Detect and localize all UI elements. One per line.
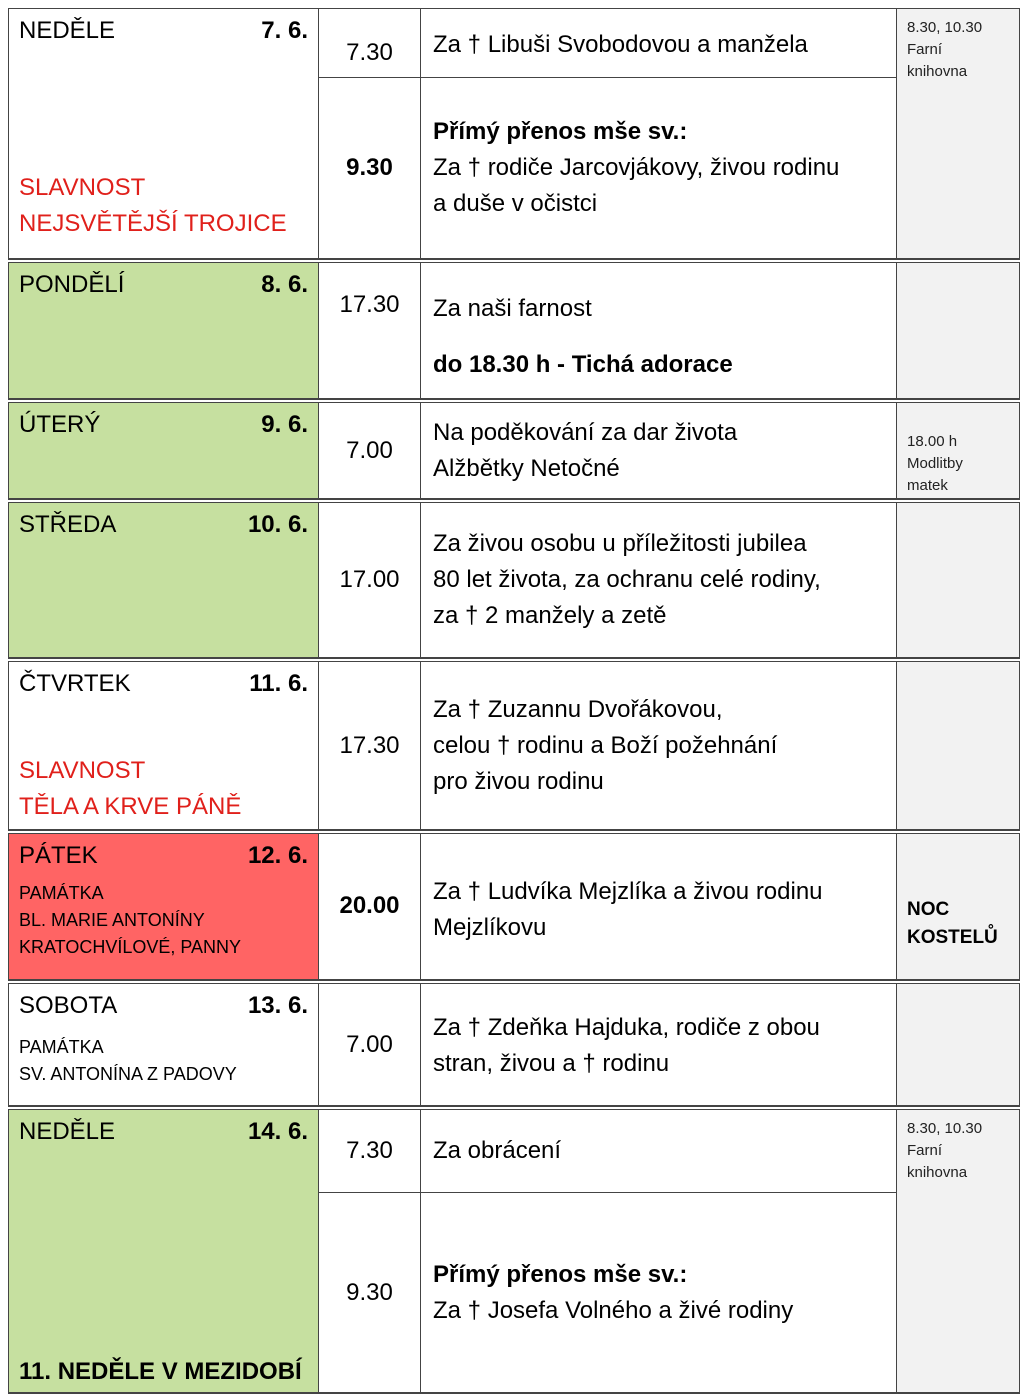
masses: [319, 1110, 896, 1392]
day-cell: [9, 503, 319, 657]
feast-line: SLAVNOST: [19, 757, 146, 784]
side-line: Modlitby: [907, 455, 963, 472]
memorial-line: PAMÁTKA: [19, 1037, 104, 1057]
intention-line: Za † Libuši Svobodovou a manžela: [433, 31, 808, 58]
day-date: 7. 6.: [261, 17, 308, 44]
day-name: STŘEDA: [19, 511, 117, 538]
mass-time: 9.30: [319, 1193, 421, 1392]
feast-line: NEJSVĚTĚJŠÍ TROJICE: [19, 210, 287, 237]
day-name: NEDĚLE: [19, 1118, 116, 1145]
broadcast-header: Přímý přenos mše sv.:: [433, 118, 688, 145]
masses: [319, 9, 896, 258]
feast-label: [19, 753, 241, 825]
memorial-line: BL. MARIE ANTONÍNY: [19, 910, 205, 930]
day-date: 9. 6.: [261, 411, 308, 438]
day-header: [19, 842, 308, 870]
side-line: knihovna: [907, 1164, 968, 1181]
intention-line: Za † Zdeňka Hajduka, rodiče z obou: [433, 1014, 820, 1041]
mass-intention: [421, 9, 896, 77]
day-date: 11. 6.: [249, 670, 308, 697]
day-name: NEDĚLE: [19, 17, 116, 44]
day-header: [19, 992, 308, 1020]
day-header: [19, 17, 308, 45]
mass: [319, 403, 896, 498]
side-line: matek: [907, 477, 948, 494]
intention-line: Za naši farnost: [433, 295, 592, 322]
day-name: ÚTERÝ: [19, 411, 101, 438]
mass-intention: [421, 834, 896, 979]
side-note: [896, 9, 1019, 258]
memorial-label: [19, 880, 308, 961]
mass-schedule: [8, 8, 1020, 1394]
side-line: Farní: [907, 1142, 943, 1159]
mass-intention: [421, 78, 896, 258]
side-line: KOSTELŮ: [907, 927, 998, 948]
memorial-line: PAMÁTKA: [19, 883, 104, 903]
day-date: 14. 6.: [247, 1118, 308, 1145]
mass-time: 7.30: [319, 1110, 421, 1192]
feast-line: TĚLA A KRVE PÁNĚ: [19, 793, 242, 820]
mass-intention: [421, 263, 896, 398]
mass: [319, 77, 896, 258]
day-date: 10. 6.: [247, 511, 308, 538]
side-line: Farní: [907, 41, 943, 58]
adoration-note: do 18.30 h - Tichá adorace: [433, 351, 733, 378]
mass: [319, 9, 896, 77]
mass: [319, 984, 896, 1105]
side-line: NOC: [907, 899, 950, 920]
mass-intention: [421, 1110, 896, 1192]
day-name: PONDĚLÍ: [19, 271, 125, 298]
day-cell: [9, 834, 319, 979]
masses: [319, 263, 896, 398]
masses: [319, 403, 896, 498]
intention-line: Za † Zuzannu Dvořákovou,: [433, 695, 723, 723]
day-row: [8, 661, 1020, 831]
memorial-label: [19, 1034, 308, 1088]
intention-line: Mejzlíkovu: [433, 914, 547, 941]
memorial-line: SV. ANTONÍNA Z PADOVY: [19, 1064, 237, 1084]
side-note: [896, 1110, 1019, 1392]
day-header: [19, 1118, 308, 1146]
intention-line: Za † Ludvíka Mejzlíka a živou rodinu: [433, 878, 823, 905]
mass-intention: [421, 662, 896, 829]
broadcast-header: Přímý přenos mše sv.:: [433, 1260, 688, 1288]
day-row: [8, 402, 1020, 500]
masses: [319, 984, 896, 1105]
mass-time: 7.00: [319, 403, 421, 498]
side-note: [896, 503, 1019, 657]
day-row: [8, 983, 1020, 1107]
mass-time: 7.30: [319, 9, 421, 77]
intention-line: 80 let života, za ochranu celé rodiny,: [433, 566, 821, 593]
mass-intention: [421, 503, 896, 657]
mass: [319, 1110, 896, 1192]
mass-time: 17.00: [319, 503, 421, 657]
intention-line: Za živou osobu u příležitosti jubilea: [433, 530, 807, 557]
mass: [319, 503, 896, 657]
side-note: [896, 984, 1019, 1105]
mass: [319, 834, 896, 979]
day-row: [8, 8, 1020, 260]
day-date: 13. 6.: [247, 992, 308, 1019]
day-header: [19, 271, 308, 299]
mass-time: 17.30: [319, 662, 421, 829]
intention-line: pro živou rodinu: [433, 767, 604, 795]
intention-line: Alžbětky Netočné: [433, 454, 620, 482]
mass-intention: [421, 984, 896, 1105]
mass-time: 7.00: [319, 984, 421, 1105]
intention-line: a duše v očistci: [433, 190, 598, 217]
mass: [319, 662, 896, 829]
day-cell: [9, 263, 319, 398]
day-cell: [9, 403, 319, 498]
intention-line: Za obrácení: [433, 1137, 562, 1164]
day-cell: [9, 1110, 319, 1392]
day-row: [8, 262, 1020, 400]
side-line: 8.30, 10.30: [907, 1120, 983, 1137]
intention-line: Za † rodiče Jarcovjákovy, živou rodinu: [433, 154, 840, 181]
sunday-title: 11. NEDĚLE V MEZIDOBÍ: [19, 1358, 302, 1385]
day-name: PÁTEK: [19, 842, 98, 869]
day-row: [8, 502, 1020, 659]
day-name: SOBOTA: [19, 992, 118, 1019]
intention-line: celou † rodinu a Boží požehnání: [433, 731, 778, 759]
mass-time: 17.30: [319, 263, 421, 398]
side-note: [896, 263, 1019, 398]
day-cell: [9, 9, 319, 258]
mass-time: 9.30: [319, 78, 421, 258]
day-header: [19, 670, 308, 698]
day-header: [19, 411, 308, 439]
intention-line: za † 2 manžely a zetě: [433, 602, 667, 629]
day-cell: [9, 984, 319, 1105]
day-date: 8. 6.: [261, 271, 308, 298]
side-line: knihovna: [907, 63, 968, 80]
side-note: [896, 834, 1019, 979]
day-cell: [9, 662, 319, 829]
day-name: ČTVRTEK: [19, 670, 131, 697]
mass: [319, 263, 896, 398]
mass-time: 20.00: [319, 834, 421, 979]
side-line: 8.30, 10.30: [907, 19, 983, 36]
day-header: [19, 511, 308, 539]
intention-line: Za † Josefa Volného a živé rodiny: [433, 1296, 794, 1324]
feast-label: [19, 170, 287, 242]
intention-line: Na poděkování za dar života: [433, 418, 738, 446]
mass-intention: [421, 403, 896, 498]
masses: [319, 834, 896, 979]
masses: [319, 503, 896, 657]
side-note: [896, 662, 1019, 829]
side-note: [896, 403, 1019, 498]
feast-line: SLAVNOST: [19, 174, 146, 201]
memorial-line: KRATOCHVÍLOVÉ, PANNY: [19, 937, 242, 957]
day-date: 12. 6.: [247, 842, 308, 869]
day-row: [8, 833, 1020, 981]
intention-line: stran, živou a † rodinu: [433, 1050, 670, 1077]
mass-intention: [421, 1193, 896, 1392]
mass: [319, 1192, 896, 1392]
day-row: [8, 1109, 1020, 1394]
side-line: 18.00 h: [907, 433, 958, 450]
masses: [319, 662, 896, 829]
